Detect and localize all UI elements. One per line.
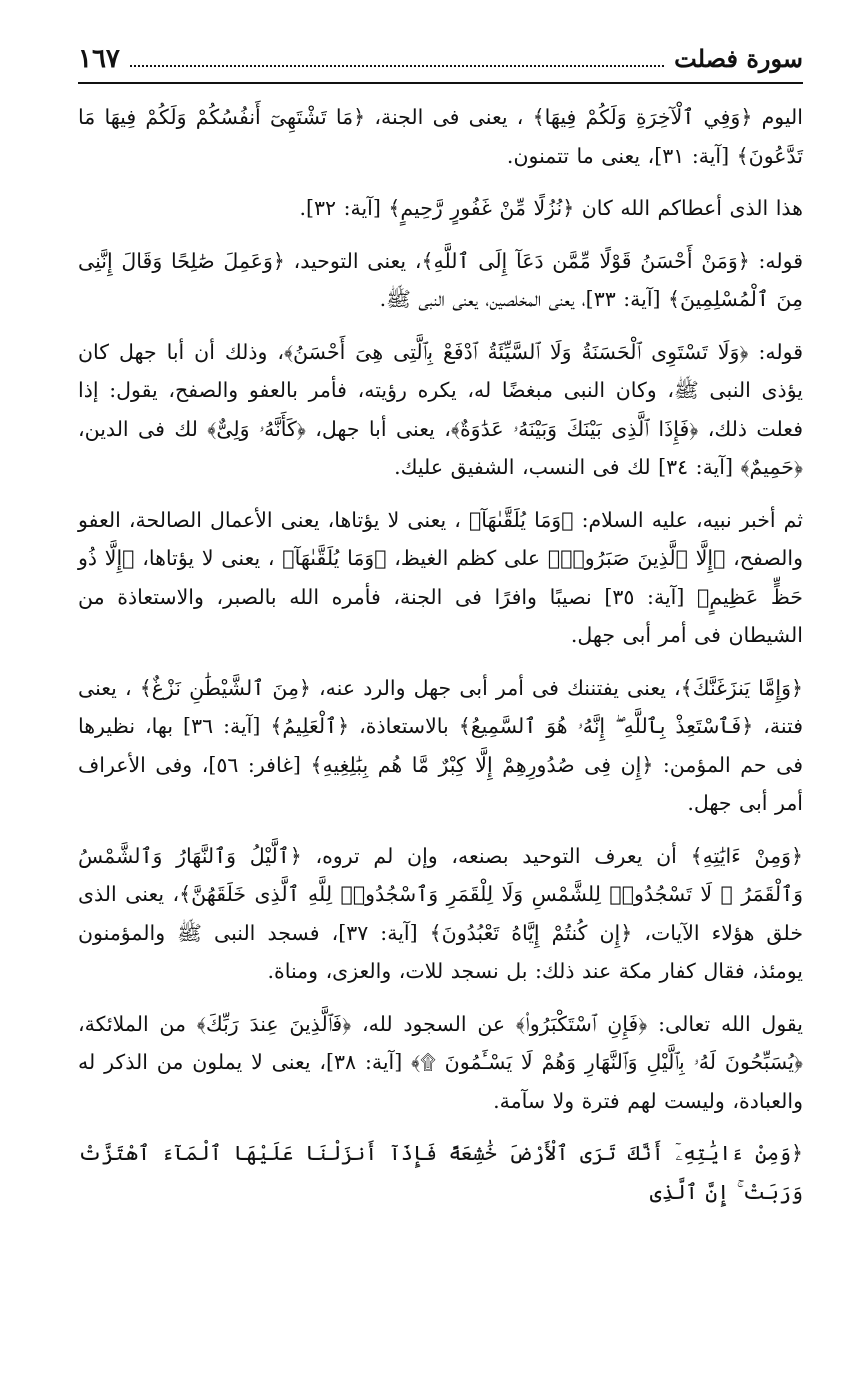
surah-title: سورة فصلت [674, 44, 803, 73]
paragraph-verse-39-start: ﴿وَمِنْ ءَايَٰتِهِۦٓ أَنَّكَ تَرَى ٱلْأَرْضَ خَٰشِعَةً فَإِذَآ أَنزَلْنَا عَلَيْهَا ٱلْمَآءَ ٱهْتَزَّتْ وَرَبَتْ ۚ إِنَّ ٱلَّذِى [78, 1141, 803, 1204]
paragraph-verse-37: ﴿وَمِنْ ءَايَٰتِهِ﴾ أن يعرف التوحيد بصنعه، وإن لم تروه، ﴿ٱلَّيْلُ وَٱلنَّهَارُ وَٱلشَّمْسُ وَٱلْقَمَرُ ۚ لَا تَسْجُدُوا۟ لِلشَّمْسِ وَلَا لِلْقَمَرِ وَٱسْجُدُوا۟ لِلَّهِ ٱلَّذِى خَلَقَهُنَّ﴾، يعنى الذى خلق هؤلاء الآيات، ﴿إِن كُنتُمْ إِيَّاهُ تَعْبُدُونَ﴾ [آية: ٣٧]، فسجد النبى ﷺ والمؤمنون يومئذ، فقال كفار مكة عند ذلك: بل نسجد للات، والعزى، ومناة. [78, 843, 803, 983]
paragraph-verse-35: ثم أخبر نبيه، عليه السلام: ﴿وَمَا يُلَقَّىٰهَآ﴾ ، يعنى لا يؤتاها، يعنى الأعمال الصالحة، العفو والصفح، ﴿إِلَّا ٱلَّذِينَ صَبَرُوا۟﴾ على كظم الغيظ، ﴿وَمَا يُلَقَّىٰهَآ﴾ ، يعنى لا يؤتاها، ﴿إِلَّا ذُو حَظٍّ عَظِيمٍ﴾ [آية: ٣٥] نصيبًا وافرًا فى الجنة، فأمره الله بالصبر، والاستعاذة من الشيطان فى أمر أبى جهل. [78, 507, 803, 647]
paragraph-verse-34: قوله: ﴿وَلَا تَسْتَوِى ٱلْحَسَنَةُ وَلَا ٱلسَّيِّئَةُ ٱدْفَعْ بِٱلَّتِى هِىَ أَحْسَنُ﴾، وذلك أن أبا جهل كان يؤذى النبى ﷺ، وكان النبى مبغضًا له، يكره رؤيته، فأمر بالعفو والصفح، يقول: إذا فعلت ذلك، ﴿فَإِذَا ٱلَّذِى بَيْنَكَ وَبَيْنَهُۥ عَدَٰوَةٌ﴾، يعنى أبا جهل، ﴿كَأَنَّهُۥ وَلِىٌّ﴾ لك فى الدين، ﴿حَمِيمٌ﴾ [آية: ٣٤] لك فى النسب، الشفيق عليك. [78, 339, 803, 479]
paragraph-verse-33: قوله: ﴿وَمَنْ أَحْسَنُ قَوْلًا مِّمَّن دَعَآ إِلَى ٱللَّهِ﴾، يعنى التوحيد، ﴿وَعَمِلَ صَٰلِحًا وَقَالَ إِنَّنِى مِنَ ٱلْمُسْلِمِينَ﴾ [آية: ٣٣]، يعنى المخلصين، يعنى النبى ﷺ. [78, 248, 803, 311]
page-header [78, 44, 803, 84]
paragraph-verse-32: هذا الذى أعطاكم الله كان ﴿نُزُلًا مِّنْ غَفُورٍ رَّحِيمٍ﴾ [آية: ٣٢]. [299, 196, 803, 220]
paragraph-verse-38: يقول الله تعالى: ﴿فَإِنِ ٱسْتَكْبَرُوا۟﴾ عن السجود لله، ﴿فَٱلَّذِينَ عِندَ رَبِّكَ﴾ من الملائكة، ﴿يُسَبِّحُونَ لَهُۥ بِٱلَّيْلِ وَٱلنَّهَارِ وَهُمْ لَا يَسْـَٔمُونَ ۩﴾ [آية: ٣٨]، يعنى لا يملون من الذكر له والعبادة، وليست لهم فترة ولا سآمة. [78, 1011, 803, 1113]
page-body [78, 98, 803, 1211]
paragraph-verse-31: اليوم ﴿وَفِي ٱلْآخِرَةِ وَلَكُمْ فِيهَا﴾ ، يعنى فى الجنة، ﴿مَا تَشْتَهِىٓ أَنفُسُكُمْ وَلَكُمْ فِيهَا مَا تَدَّعُونَ﴾ [آية: ٣١]، يعنى ما تتمنون. [78, 105, 803, 168]
paragraph-verse-36: ﴿وَإِمَّا يَنزَغَنَّكَ﴾، يعنى يفتننك فى أمر أبى جهل والرد عنه، ﴿مِنَ ٱلشَّيْطَٰنِ نَزْغٌ﴾ ، يعنى فتنة، ﴿فَٱسْتَعِذْ بِٱللَّهِ ۖ إِنَّهُۥ هُوَ ٱلسَّمِيعُ﴾ بالاستعاذة، ﴿ٱلْعَلِيمُ﴾ [آية: ٣٦] بها، نظيرها فى حم المؤمن: ﴿إِن فِى صُدُورِهِمْ إِلَّا كِبْرٌ مَّا هُم بِبَٰلِغِيهِ﴾ [غافر: ٥٦]، وفى الأعراف أمر أبى جهل. [78, 675, 804, 815]
header-dotted-leader [130, 51, 664, 67]
page-number: ١٦٧ [78, 44, 120, 74]
